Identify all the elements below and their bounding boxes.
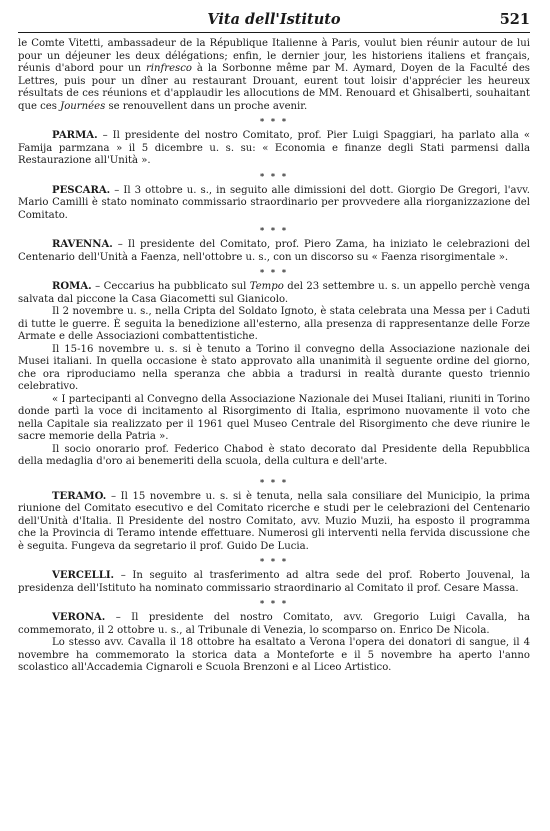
section-separator: * * * — [259, 116, 289, 126]
section-parma — [18, 130, 530, 168]
city-name: PARMA. — [52, 130, 98, 141]
section-separator: * * * — [259, 170, 289, 181]
section-text: – Il 3 ottobre u. s., in seguito alle dimissioni del dott. Giorgio De Gregori, l'avv. Mario Camilli è stato nominato commissario straordinario per provvedere alla riorganizzazione del Comitato. — [18, 184, 530, 221]
header-title: Vita dell'Istituto — [207, 11, 341, 28]
city-name: PESCARA. — [52, 184, 111, 196]
section-text: – Il presidente del Comitato, prof. Piero Zama, ha iniziato le celebrazioni del Centenario dell'Unità a Faenza, nell'ottobre u. s., con un discorso su « Faenza risorgimentale ». — [18, 239, 530, 263]
section-text: – In seguito al trasferimento ad altra sede del prof. Roberto Jouvenal, la presidenza dell'Istituto ha nominato commissario straordinario al Comitato il prof. Cesare Massa. — [18, 570, 530, 594]
intro-text: le Comte Vitetti, ambassadeur de la République Italienne à Paris, voulut bien réunir autour de lui pour un déjeuner les deux délégations; enfin, le dernier jour, les historiens italiens et français, réunis d'abord pour un rinfresco à la Sorbonne même par M. Aymard, Doyen de la Faculté des Lettres, puis pour un dîner au restaurant Drouant, eurent tout loisir d'apprécier les heureux résultats de ces réunions et d'applaudir les allocutions de MM. Renouard et Ghisalberti, souhaitant que ces Journées se renouvellent dans un proche avenir. — [18, 38, 530, 112]
roma-paragraph-5: Il socio onorario prof. Federico Chabod è stato decorato dal Presidente della Repubblica della medaglia d'oro ai benemeriti della scuola, della cultura e dell'arte. — [18, 443, 530, 467]
section-teramo — [18, 491, 530, 554]
section-text: – Il 15 novembre u. s. si è tenuta, nella sala consiliare del Municipio, la prima riunione del Comitato esecutivo e del Comitato ricerche e studi per le celebrazioni del Centenario dell'Unità d'Italia. Il Presidente del nostro Comitato, avv. Muzio Muzii, ha esposto il programma che la Provincia di Teramo intende effettuare. Numerosi gli interventi nella fervida discussione che è seguita. Fungeva da segretario il prof. Guido De Lucia. — [18, 490, 530, 552]
section-text: – Il presidente del nostro Comitato, avv. Gregorio Luigi Cavalla, ha commemorato, il 2 ottobre u. s., al Tribunale di Venezia, lo scomparso on. Enrico De Nicola. — [18, 612, 530, 636]
section-separator: * * * — [259, 556, 289, 566]
section-pescara — [18, 185, 530, 223]
section-separator: * * * — [259, 598, 289, 608]
page-number: 521 — [499, 11, 530, 28]
intro-paragraph — [18, 38, 530, 113]
section-separator: * * * — [259, 267, 289, 277]
section-verona — [18, 612, 530, 637]
roma-paragraph-2: Il 2 novembre u. s., nella Cripta del Soldato Ignoto, è stata celebrata una Messa per i Caduti di tutte le guerre. È seguita la benedizione all'esterno, alla presenza di rappresentanze delle Forze Armate e delle Associazioni combattentistiche. — [18, 306, 530, 342]
section-vercelli — [18, 570, 530, 595]
section-separator: * * * — [259, 225, 289, 235]
section-text: – Il presidente del nostro Comitato, prof. Pier Luigi Spaggiari, ha parlato alla « Famija parmzana » il 5 dicembre u. s. su: « Economia e finanze degli Stati parmensi dalla Restaurazione all'Unità ». — [18, 130, 530, 166]
section-roma — [18, 281, 530, 306]
city-name: VERCELLI. — [52, 570, 115, 581]
section-ravenna — [18, 239, 530, 264]
verona-paragraph-2: Lo stesso avv. Cavalla il 18 ottobre ha esaltato a Verona l'opera dei donatori di sangue, il 4 novembre ha commemorato la storica data a Monteforte e il 5 novembre ha aperto l'anno scolastico all'Accademia Cignaroli e Scuola Brenzoni e al Liceo Artistico. — [18, 637, 530, 673]
section-separator: * * * — [259, 476, 289, 487]
running-header — [18, 10, 530, 33]
page-body — [18, 38, 530, 675]
section-text: – Ceccarius ha pubblicato sul — [91, 281, 250, 292]
city-name: ROMA. — [52, 281, 92, 292]
city-name: VERONA. — [52, 612, 106, 623]
roma-paragraph-3: Il 15-16 novembre u. s. si è tenuto a Torino il convegno della Associazione nazionale dei Musei italiani. In quella occasione è stato approvato alla unanimità il seguente ordine del giorno, che ora riproduciamo nella speranza che abbia a tradursi in realtà durante questo triennio celebrativo. — [18, 343, 530, 392]
city-name: TERAMO. — [52, 490, 107, 502]
section-text: del 23 settembre u. s. un appello perchè venga salvata dal piccone la Casa Giacometti sul Gianicolo. — [18, 281, 530, 305]
journal-title: Tempo — [249, 281, 284, 292]
roma-paragraph-4: « I partecipanti al Convegno della Associazione Nazionale dei Musei Italiani, riuniti in Torino donde partì la voce di incitamento al Risorgimento di Italia, esprimono nuovamente il voto che nella Capitale sia realizzato per il 1961 quel Museo Centrale del Risorgimento che deve riunire le sacre memorie della Patria ». — [18, 393, 530, 442]
city-name: RAVENNA. — [52, 239, 113, 250]
